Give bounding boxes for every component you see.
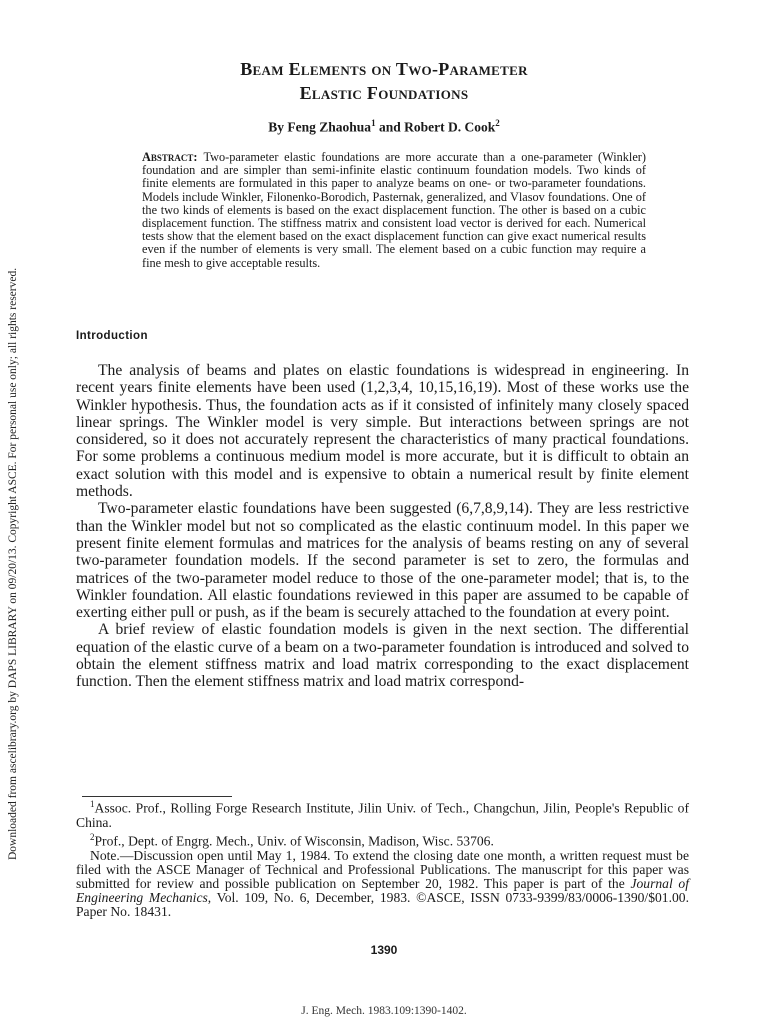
footnote-2-text: Prof., Dept. of Engrg. Mech., Univ. of Wisconsin, Madison, Wisc. 53706.	[94, 833, 494, 849]
citation-footer: J. Eng. Mech. 1983.109:1390-1402.	[301, 1005, 467, 1017]
author-prefix: By Feng Zhaohua	[268, 119, 372, 135]
paragraph-1: The analysis of beams and plates on elastic foundations is widespread in engineering. In recent years finite elements have been used (1,2,3,4, 10,15,16,19). Most of these works use the Winkler hypothesis. Thus, the foundation acts as if it consisted of infinitely many closely spaced linear springs. The Winkler model is very simple. But interactions between springs are not considered, so it does not accurately represent the characteristics of many practical foundations. For some problems a continuous medium model is more accurate, but it is difficult to obtain an exact solution with this model and is expensive to obtain a numerical result by finite element methods.	[76, 362, 689, 501]
author-line	[0, 118, 768, 136]
abstract-label: Abstract:	[142, 150, 198, 164]
footnote-1	[76, 797, 689, 830]
section-heading-introduction: Introduction	[76, 330, 148, 342]
page-number: 1390	[370, 943, 398, 957]
title-line-1: Beam Elements on Two-Parameter	[240, 59, 528, 79]
footnote-2-mark: 2	[90, 831, 95, 842]
footnote-2	[76, 830, 689, 849]
paragraph-3: A brief review of elastic foundation models is given in the next section. The differential equation of the elastic curve of a beam on a two-parameter foundation is introduced and solved to obtain the element stiffness matrix and load matrix corresponding to the exact displacement function. Then the element stiffness matrix and load matrix correspond-	[76, 621, 689, 691]
note-text-after: , Vol. 109, No. 6, December, 1983. ©ASCE, ISSN 0733-9399/83/0006-1390/$01.00. Paper No. 18431.	[76, 890, 689, 920]
paper-title	[0, 57, 768, 105]
footnotes	[76, 797, 689, 920]
abstract	[142, 151, 646, 270]
title-line-2: Elastic Foundations	[299, 83, 469, 103]
paragraph-2: Two-parameter elastic foundations have been suggested (6,7,8,9,14). They are less restrictive than the Winkler model but not so complicated as the elastic continuum model. In this paper we present finite element formulas and matrices for the analysis of beams resting on any of several two-parameter foundation models. If the second parameter is set to zero, the formulas and matrices of the two-parameter model reduce to those of the one-parameter model; that is, to the Winkler foundation. All elastic foundations reviewed in this paper are assumed to be capable of exerting either pull or push, as if the beam is securely attached to the foundation at every point.	[76, 500, 689, 622]
abstract-text: Two-parameter elastic foundations are more accurate than a one-parameter (Winkler) foundation and are simpler than semi-infinite elastic continuum foundation models. Two kinds of finite elements are formulated in this paper to analyze beams on one- or two-parameter foundations. Models include Winkler, Filonenko-Borodich, Pasternak, generalized, and Vlasov foundations. One of the two kinds of elements is based on the exact displacement function. The other is based on a cubic displacement function. The stiffness matrix and consistent load vector is derived for each. Numerical tests show that the element based on the exact displacement function can give exact numerical results even if the number of elements is very small. The element based on a cubic function may require a fine mesh to give acceptable results.	[142, 150, 646, 270]
footnote-note	[76, 849, 689, 920]
journal-name: Journal of Engineering Mechanics	[76, 876, 690, 906]
footnote-1-text: Assoc. Prof., Rolling Forge Research Institute, Jilin Univ. of Tech., Changchun, Jilin, People's Republic of China.	[76, 800, 689, 830]
download-notice: Downloaded from ascelibrary.org by DAPS LIBRARY on 09/20/13. Copyright ASCE. For personal use only; all rights reserved.	[7, 267, 19, 860]
author-1-mark: 1	[371, 118, 376, 128]
body-text	[76, 362, 689, 691]
footnote-1-mark: 1	[90, 799, 95, 809]
author-2-mark: 2	[495, 118, 500, 128]
note-text-before: Note.—Discussion open until May 1, 1984. To extend the closing date one month, a written request must be filed with the ASCE Manager of Technical and Professional Publications. The manuscript for this paper was submitted for review and possible publication on September 20, 1982. This paper is part of the	[76, 847, 689, 892]
author-middle: and Robert D. Cook	[375, 119, 496, 135]
